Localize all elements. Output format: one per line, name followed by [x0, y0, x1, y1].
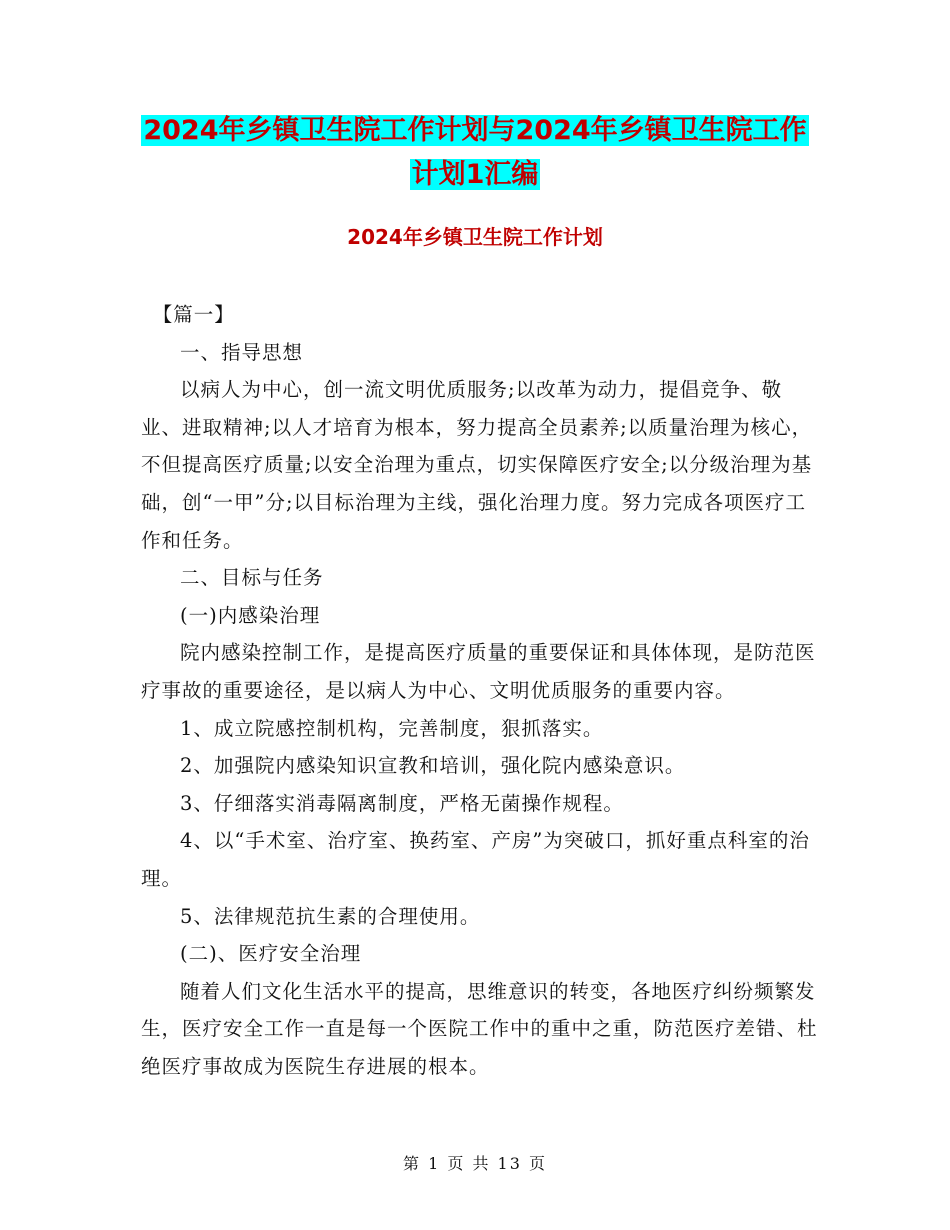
paragraph: 随着人们文化生活水平的提高，思维意识的转变，各地医疗纠纷频繁发生，医疗安全工作一直是每一个医院工作中的重中之重，防范医疗差错、杜绝医疗事故成为医院生存进展的根本。 [141, 979, 818, 1078]
paragraph: 一、指导思想 [180, 340, 304, 364]
paragraph: 【篇一】 [152, 303, 235, 326]
paragraph: 5、法律规范抗生素的合理使用。 [180, 904, 481, 928]
paragraph: (二)、医疗安全治理 [180, 942, 362, 966]
document-title-line-2 [0, 152, 950, 198]
paragraph: 二、目标与任务 [180, 566, 324, 590]
paragraph: 以病人为中心，创一流文明优质服务;以改革为动力，提倡竞争、敬业、进取精神;以人才培育为根本，努力提高全员素养;以质量治理为核心，不但提高医疗质量;以安全治理为重点，切实保障医疗安全;以分级治理为基础，创“一甲”分;以目标治理为主线，强化治理力度。努力完成各项医疗工作和任务。 [141, 378, 813, 552]
document-title-text-1: 2024年乡镇卫生院工作计划与2024年乡镇卫生院工作 [143, 115, 807, 146]
page-footer: 第 1 页 共 13 页 [403, 1154, 547, 1173]
document-title-line-1 [0, 108, 950, 154]
section-title: 2024年乡镇卫生院工作计划 [347, 225, 603, 249]
paragraph: 3、仔细落实消毒隔离制度，严格无菌操作规程。 [180, 791, 624, 815]
paragraph: 4、以“手术室、治疗室、换药室、产房”为突破口，抓好重点科室的治理。 [141, 829, 810, 890]
paragraph: (一)内感染治理 [180, 603, 321, 627]
document-body [141, 296, 821, 1085]
paragraph: 1、成立院感控制机构，完善制度，狠抓落实。 [180, 716, 604, 740]
paragraph: 2、加强院内感染知识宣教和培训，强化院内感染意识。 [180, 754, 686, 778]
paragraph: 院内感染控制工作，是提高医疗质量的重要保证和具体体现，是防范医疗事故的重要途径，是以病人为中心、文明优质服务的重要内容。 [141, 641, 816, 702]
document-title-text-2: 计划1汇编 [411, 159, 539, 190]
